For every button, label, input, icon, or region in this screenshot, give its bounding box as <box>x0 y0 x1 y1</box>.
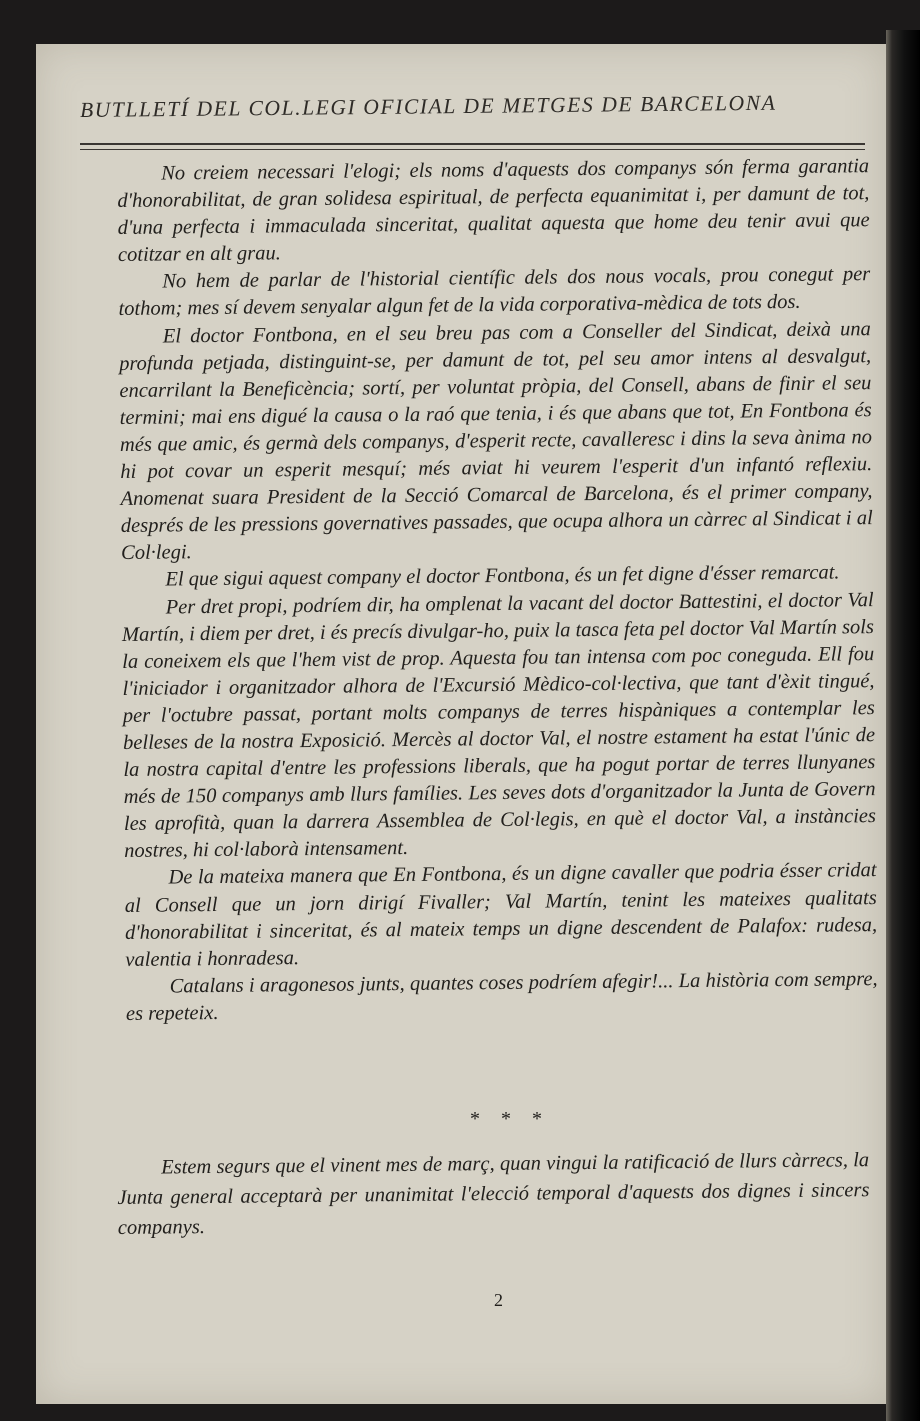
book-binding-edge <box>886 30 920 1421</box>
section-separator: * * * <box>470 1108 550 1130</box>
article-body <box>117 153 878 1028</box>
header-rule-thick <box>80 143 865 145</box>
paragraph: El doctor Fontbona, en el seu breu pas com a Conseller del Sindicat, deixà una profunda petjada, distinguint-se, per damunt de tot, pel seu amor intens al desvalgut, encarrilant la Beneficència; sortí, per voluntat pròpia, del Consell, abans de finir el seu termini; mai ens digué la causa o la raó que tenia, i és que abans que tot, En Fontbona és més que amic, és germà dels companys, d'esperit recte, cavalleresc i dins la seva ànima no hi pot covar un esperit mesquí; més aviat hi veurem l'esperit d'un infantó reflexiu. Anomenat suara President de la Secció Comarcal de Barcelona, és el primer company, després de les pressions governatives passades, que ocupa alhora un càrrec al Sindicat i al Col·legi. <box>119 317 873 565</box>
paragraph: No hem de parlar de l'historial científic dels dos nous vocals, prou conegut per tothom; mes sí devem senyalar algun fet de la vida corporativa-mèdica de tots dos. <box>118 263 871 321</box>
running-header: BUTLLETÍ DEL COL.LEGI OFICIAL DE METGES DE BARCELONA <box>79 90 777 122</box>
page-number: 2 <box>494 1290 503 1310</box>
paragraph: El que sigui aquest company el doctor Fontbona, és un fet digne d'ésser remarcat. <box>165 561 840 591</box>
paragraph: No creiem necessari l'elogi; els noms d'aquests dos companys són ferma garantia d'honorabilitat, de gran solidesa espiritual, de perfecta equanimitat i, per damunt de tot, d'una perfecta i immaculada sinceritat, qualitat aquesta que home deu tenir avui que cotitzar en alt grau. <box>117 155 870 267</box>
closing-paragraph: Estem segurs que el vinent mes de març, quan vingui la ratificació de llurs càrrecs, la Junta general acceptarà per unanimitat l'elecció temporal d'aquests dos dignes i sincers companys. <box>117 1149 870 1239</box>
header-rule-thin <box>80 149 865 150</box>
paragraph: Per dret propi, podríem dir, ha omplenat la vacant del doctor Battestini, el doctor Val Martín, i diem per dret, i és precís divulgar-ho, puix la tasca feta pel doctor Val Martín sols la coneixem els que l'hem vist de prop. Aquesta fou tan intensa com poc coneguda. Ell fou l'iniciador i organitzador alhora de l'Excursió Mèdico-col·lectiva, que tant d'èxit tingué, per l'octubre passat, portant molts companys de terres hispàniques a contemplar les belleses de la nostra Exposició. Mercès al doctor Val, el nostre estament ha estat l'únic de la nostra capital d'entre les professions liberals, que ha pogut portar de terres llunyanes més de 150 companys amb llurs famílies. Les seves dots d'organitzador la Junta de Govern les aprofità, quan la darrera Assemblea de Col·legis, en què el doctor Val, a instàncies nostres, hi col·laborà intensament. <box>121 588 877 863</box>
paragraph: Catalans i aragonesos junts, quantes coses podríem afegir!... La història com sempre, es repeteix. <box>125 967 878 1025</box>
closing-paragraph-block <box>117 1145 870 1243</box>
paragraph: De la mateixa manera que En Fontbona, és un digne cavaller que podria ésser cridat al Consell que un jorn dirigí Fivaller; Val Martín, tenint les mateixes qualitats d'honorabilitat i sinceritat, és al mateix temps un digne descendent de Palafox: rudesa, valentia i honradesa. <box>124 859 878 971</box>
